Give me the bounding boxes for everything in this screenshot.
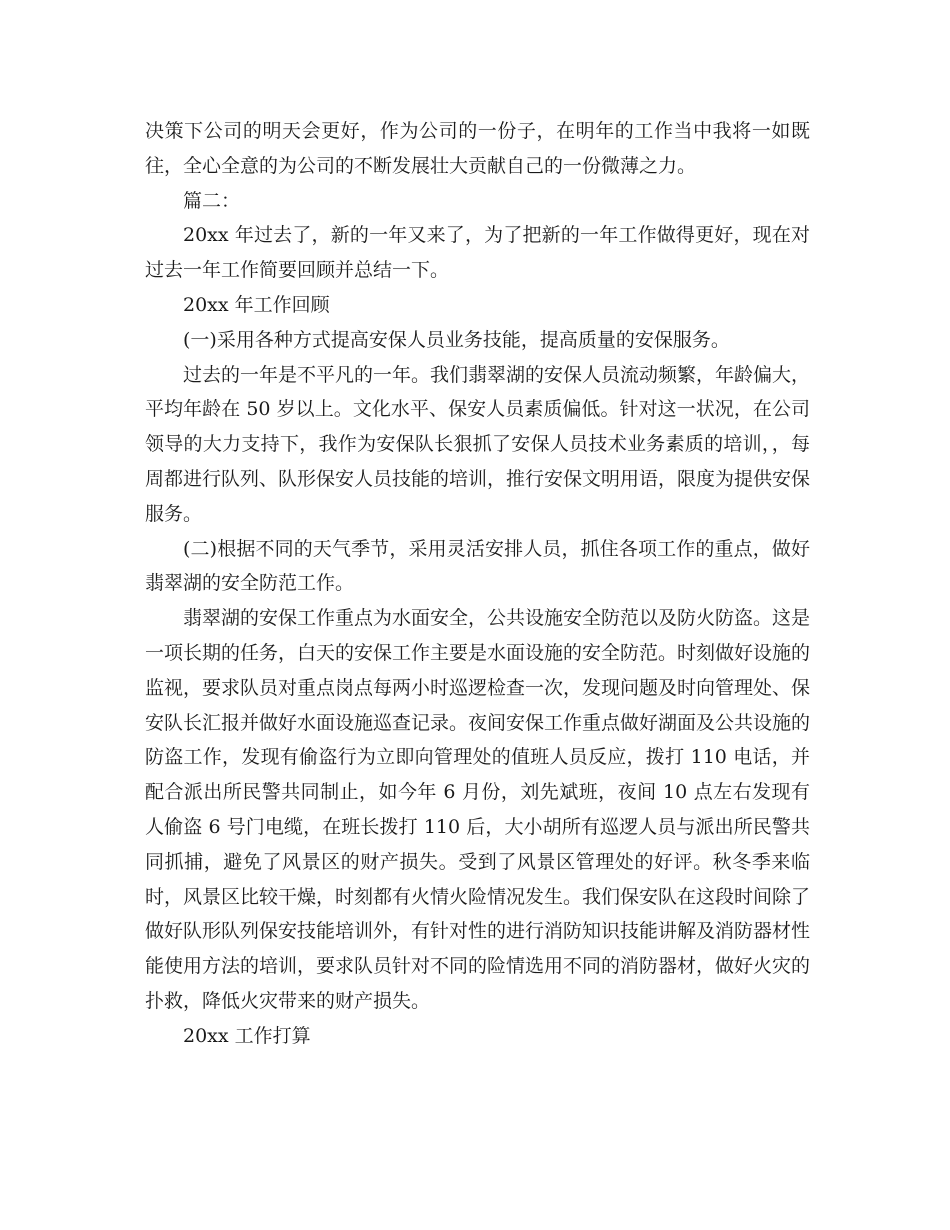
paragraph-training: 过去的一年是不平凡的一年。我们翡翠湖的安保人员流动频繁，年龄偏大，平均年龄在 50 岁以上。文化水平、保安人员素质偏低。针对这一状况，在公司领导的大力支持下，我作为安保队长狠抓了安保人员技术业务素质的培训，，每周都进行队列、队形保安人员技能的培训，推行安保文明用语，限度为提供安保服务。 [145,363,811,525]
section-heading-review: 20xx 年工作回顾 [183,293,330,316]
subheading-two: (二)根据不同的天气季节，采用灵活安排人员，抓住各项工作的重点，做好翡翠湖的安全防范工作。 [145,537,810,595]
document-body [145,114,810,1054]
section-heading-plan: 20xx 工作打算 [183,1024,311,1047]
paragraph-security-work: 翡翠湖的安保工作重点为水面安全，公共设施安全防范以及防火防盗。这是一项长期的任务，白天的安保工作主要是水面设施的安全防范。时刻做好设施的监视，要求队员对重点岗点每两小时巡逻检查一次，发现问题及时向管理处、保安队长汇报并做好水面设施巡查记录。夜间安保工作重点做好湖面及公共设施的防盗工作，发现有偷盗行为立即向管理处的值班人员反应，拨打 110 电话，并配合派出所民警共同制止，如今年 6 月份，刘先斌班，夜间 10 点左右发现有人偷盗 6 号门电缆，在班长拨打 110 后，大小胡所有巡逻人员与派出所民警共同抓捕，避免了风景区的财产损失。受到了风景区管理处的好评。秋冬季来临时，风景区比较干燥，时刻都有火情火险情况发生。我们保安队在这段时间除了做好队形队列保安技能培训外，有针对性的进行消防知识技能讲解及消防器材性能使用方法的培训，要求队员针对不同的险情选用不同的消防器材，做好火灾的扑救，降低火灾带来的财产损失。 [145,607,811,1012]
subheading-one: (一)采用各种方式提高安保人员业务技能，提高质量的安保服务。 [183,328,730,351]
paragraph-intro: 20xx 年过去了，新的一年又来了，为了把新的一年工作做得更好，现在对过去一年工作简要回顾并总结一下。 [145,224,810,282]
section-heading-part-two: 篇二： [183,189,241,212]
paragraph-continuation: 决策下公司的明天会更好，作为公司的一份子，在明年的工作当中我将一如既往，全心全意的为公司的不断发展壮大贡献自己的一份微薄之力。 [145,120,810,177]
